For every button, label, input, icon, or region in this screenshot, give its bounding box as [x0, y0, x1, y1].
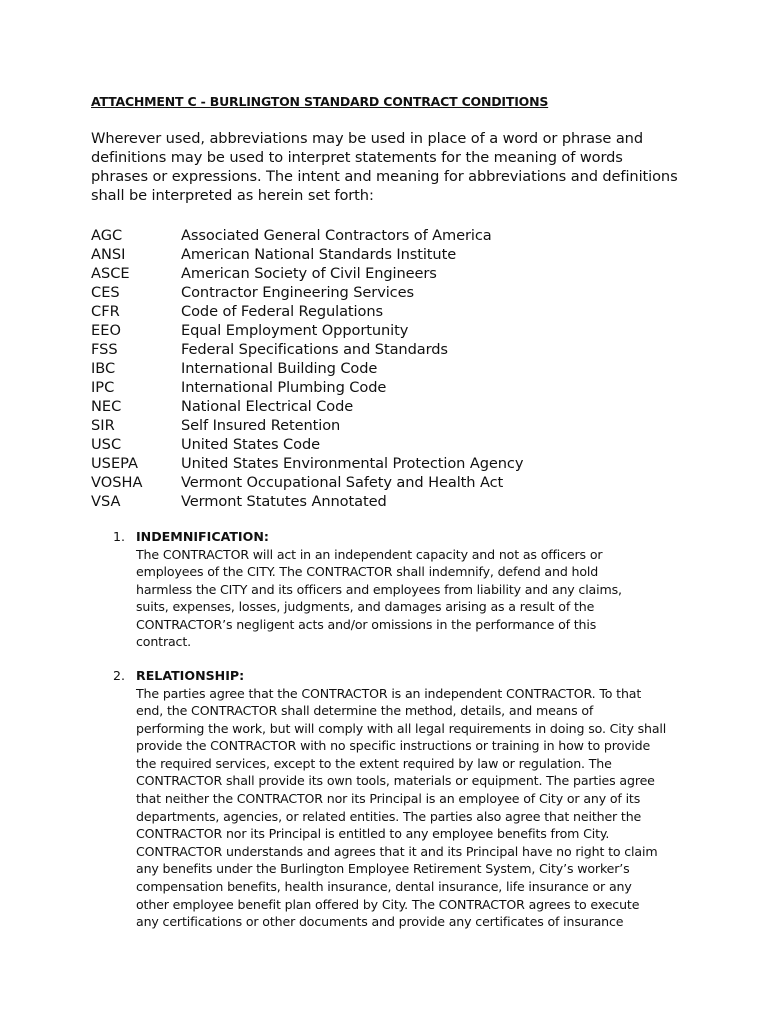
section-title: RELATIONSHIP: — [136, 668, 245, 683]
intro-line: definitions may be used to interpret statements for the meaning of words — [91, 148, 623, 166]
section-line: compensation benefits, health insurance, dental insurance, life insurance or any — [136, 879, 632, 895]
intro-line: shall be interpreted as herein set forth: — [91, 186, 374, 204]
section-line: CONTRACTOR shall provide its own tools, materials or equipment. The parties agree — [136, 773, 655, 789]
section-body — [136, 685, 693, 931]
section-line: any benefits under the Burlington Employee Retirement System, City’s worker’s — [136, 861, 630, 877]
abbreviation-definition: Equal Employment Opportunity — [181, 322, 409, 339]
abbreviation-definition: United States Code — [181, 436, 321, 453]
abbreviation-row — [91, 321, 691, 340]
section-line: provide the CONTRACTOR with no specific instructions or training in how to provide — [136, 738, 651, 754]
abbreviation-code: AGC — [91, 227, 123, 244]
section-line: The CONTRACTOR will act in an independent capacity and not as officers or — [136, 546, 603, 562]
intro-paragraph — [91, 130, 681, 206]
abbreviation-code: CFR — [91, 303, 120, 320]
section-relationship — [113, 667, 693, 931]
abbreviation-definition: Vermont Occupational Safety and Health Act — [181, 474, 504, 491]
abbreviation-row — [91, 340, 691, 359]
abbreviation-code: ANSI — [91, 246, 126, 263]
abbreviation-row — [91, 226, 691, 245]
section-line: the required services, except to the extent required by law or regulation. The — [136, 755, 612, 771]
section-line: suits, expenses, losses, judgments, and damages arising as a result of the — [136, 599, 595, 615]
section-indemnification — [113, 528, 693, 651]
section-line: any certifications or other documents and provide any certificates of insurance — [136, 914, 624, 930]
abbreviation-definition: Federal Specifications and Standards — [181, 341, 448, 358]
abbreviation-definition: Contractor Engineering Services — [181, 284, 414, 301]
abbreviation-definition: Code of Federal Regulations — [181, 303, 383, 320]
abbreviation-code: VSA — [91, 493, 121, 510]
abbreviation-definition: United States Environmental Protection Agency — [181, 455, 524, 472]
section-line: that neither the CONTRACTOR nor its Principal is an employee of City or any of its — [136, 791, 641, 807]
section-line: The parties agree that the CONTRACTOR is an independent CONTRACTOR. To that — [136, 685, 642, 701]
section-line: departments, agencies, or related entities. The parties also agree that neither the — [136, 808, 642, 824]
abbreviation-code: EEO — [91, 322, 121, 339]
section-body — [136, 546, 693, 652]
section-line: CONTRACTOR’s negligent acts and/or omissions in the performance of this — [136, 616, 597, 632]
abbreviation-row — [91, 378, 691, 397]
section-number: 1. — [113, 529, 126, 544]
section-line: end, the CONTRACTOR shall determine the method, details, and means of — [136, 703, 594, 719]
abbreviation-definition: American Society of Civil Engineers — [181, 265, 437, 282]
abbreviation-definition: International Plumbing Code — [181, 379, 387, 396]
section-line: CONTRACTOR nor its Principal is entitled to any employee benefits from City. — [136, 826, 610, 842]
section-line: performing the work, but will comply with all legal requirements in doing so. City shall — [136, 720, 667, 736]
section-line: other employee benefit plan offered by City. The CONTRACTOR agrees to execute — [136, 896, 640, 912]
abbreviation-definition: Self Insured Retention — [181, 417, 341, 434]
abbreviation-definition: National Electrical Code — [181, 398, 354, 415]
abbreviation-code: CES — [91, 284, 120, 301]
abbreviation-definition: American National Standards Institute — [181, 246, 457, 263]
abbreviation-row — [91, 416, 691, 435]
section-header — [113, 667, 693, 685]
abbreviation-row — [91, 435, 691, 454]
abbreviation-definition: International Building Code — [181, 360, 378, 377]
abbreviation-row — [91, 397, 691, 416]
section-title: INDEMNIFICATION: — [136, 529, 269, 544]
abbreviation-code: SIR — [91, 417, 115, 434]
abbreviation-code: IBC — [91, 360, 116, 377]
section-line: contract. — [136, 634, 191, 650]
section-number: 2. — [113, 668, 126, 683]
abbreviation-definition: Associated General Contractors of America — [181, 227, 492, 244]
abbreviation-row — [91, 283, 691, 302]
abbreviation-code: USC — [91, 436, 122, 453]
abbreviation-code: IPC — [91, 379, 115, 396]
abbreviation-row — [91, 473, 691, 492]
abbreviation-code: USEPA — [91, 455, 139, 472]
abbreviation-row — [91, 359, 691, 378]
abbreviation-row — [91, 245, 691, 264]
abbreviation-list — [91, 226, 691, 511]
section-line: CONTRACTOR understands and agrees that it and its Principal have no right to claim — [136, 843, 658, 859]
abbreviation-row — [91, 454, 691, 473]
abbreviation-row — [91, 264, 691, 283]
section-header — [113, 528, 693, 546]
abbreviation-code: ASCE — [91, 265, 130, 282]
document-heading: ATTACHMENT C - BURLINGTON STANDARD CONTRACT CONDITIONS — [91, 94, 549, 109]
abbreviation-code: NEC — [91, 398, 122, 415]
abbreviation-row — [91, 492, 691, 511]
intro-line: phrases or expressions. The intent and meaning for abbreviations and definitions — [91, 167, 678, 185]
section-line: harmless the CITY and its officers and employees from liability and any claims, — [136, 581, 622, 597]
abbreviation-definition: Vermont Statutes Annotated — [181, 493, 387, 510]
section-line: employees of the CITY. The CONTRACTOR shall indemnify, defend and hold — [136, 564, 599, 580]
abbreviation-code: FSS — [91, 341, 118, 358]
intro-line: Wherever used, abbreviations may be used in place of a word or phrase and — [91, 130, 643, 147]
abbreviation-code: VOSHA — [91, 474, 143, 491]
abbreviation-row — [91, 302, 691, 321]
